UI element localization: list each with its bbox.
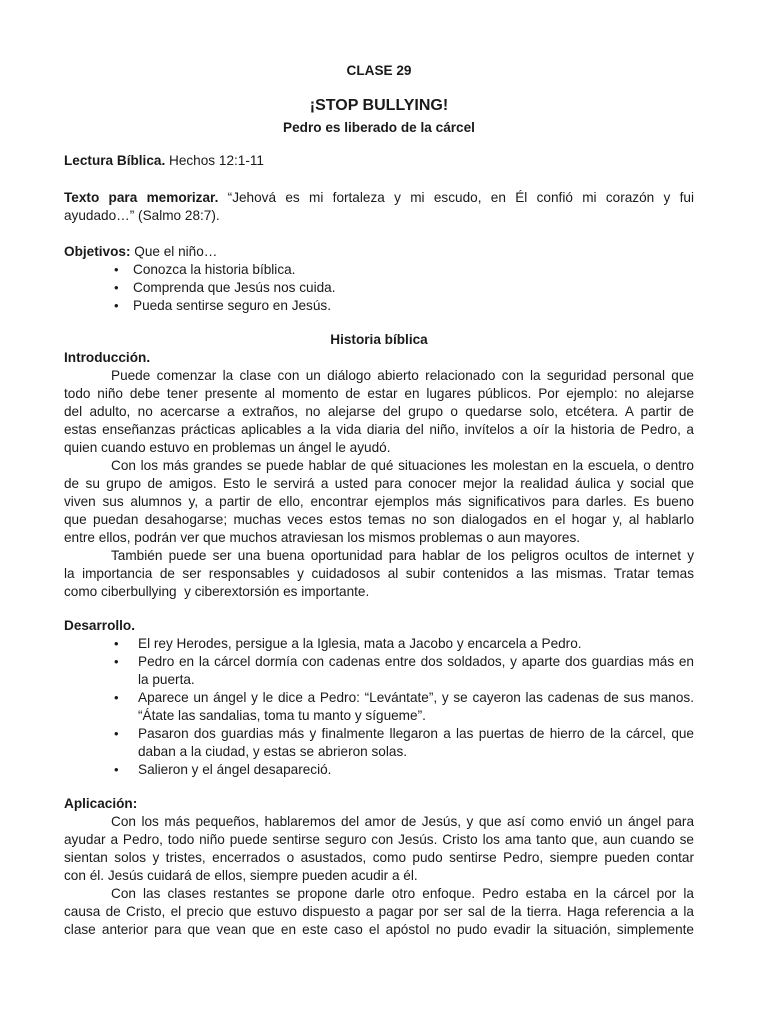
desarrollo-item: Pedro en la cárcel dormía con cadenas entre dos soldados, y aparte dos guardias más en [138,654,694,669]
desarrollo-item-cont: “Átate las sandalias, toma tu manto y sígueme”. [138,708,426,723]
bullet-icon: • [114,280,119,295]
aplicacion-line: Con las clases restantes se propone darle otro enfoque. Pedro estaba en la cárcel por la [111,886,694,901]
texto-line-2: ayudado…” (Salmo 28:7). [64,208,220,223]
intro-line: de su grupo de amigos. Esto le servirá a usted para conocer mejor la realidad áulica y social que [64,476,694,491]
aplicacion-heading: Aplicación: [64,796,138,811]
intro-line: que puedan desahogarse; muchas veces estos temas no son dialogados en el hogar y, al hablarlo [64,512,694,527]
intro-line: todo niño debe tener presente al momento de estar en lugares públicos. Por ejemplo: no alejarse [64,386,694,401]
historia-title: Historia bíblica [330,332,428,347]
intro-line: También puede ser una buena oportunidad para hablar de los peligros ocultos de internet y [111,548,694,563]
objetivos-line: Objetivos: Que el niño… [64,244,218,259]
lectura-line: Lectura Bíblica. Hechos 12:1-11 [64,153,264,168]
aplicacion-line: sientan solos y tristes, encerrados o asustados, como pudo sentirse Pedro, siempre pueden contar [64,850,694,865]
aplicacion-line: ayudar a Pedro, todo niño puede sentirse seguro con Jesús. Cristo los ama tanto que, aun cuando se [64,832,694,847]
intro-line: Puede comenzar la clase con un diálogo abierto relacionado con la seguridad personal que [111,368,694,383]
page-subtitle: Pedro es liberado de la cárcel [283,120,475,135]
class-label: CLASE 29 [346,63,412,78]
intro-line: viven sus alumnos y, a partir de ello, encontrar ejemplos más significativos para darles. Es bueno [64,494,694,509]
introduccion-heading: Introducción. [64,350,151,365]
bullet-icon: • [114,636,119,651]
desarrollo-item: Aparece un ángel y le dice a Pedro: “Levántate”, y se cayeron las cadenas de sus manos. [138,690,694,705]
bullet-icon: • [114,726,119,741]
bullet-icon: • [114,690,119,705]
texto-line-1: Texto para memorizar. “Jehová es mi fortaleza y mi escudo, en Él confió mi corazón y fui [64,190,694,205]
intro-line: la importancia de ser responsables y cuidadosos al subir contenidos a las mismas. Tratar temas [64,566,694,581]
aplicacion-line: clase anterior para que vean que en este caso el apóstol no pudo evadir la situación, simplemente [64,922,694,937]
intro-line: Con los más grandes se puede hablar de qué situaciones les molestan en la escuela, o dentro [111,458,694,473]
objetivo-item: Comprenda que Jesús nos cuida. [133,280,336,295]
bullet-icon: • [114,262,119,277]
desarrollo-item: El rey Herodes, persigue a la Iglesia, mata a Jacobo y encarcela a Pedro. [138,636,582,651]
aplicacion-line: Con los más pequeños, hablaremos del amor de Jesús, y que así como envió un ángel para [111,814,694,829]
intro-line: del adulto, no acercarse a extraños, no alejarse del grupo o quedarse solo, etcétera. A partir de [64,404,694,419]
desarrollo-item-cont: daban a la ciudad, y estas se abrieron solas. [138,744,408,759]
bullet-icon: • [114,298,119,313]
intro-line: como ciberbullying y ciberextorsión es importante. [64,584,370,599]
desarrollo-heading: Desarrollo. [64,618,136,633]
intro-line: entre ellos, podrán ver que muchos atraviesan los mismos problemas o aun mayores. [64,530,581,545]
aplicacion-line: con él. Jesús cuidará de ellos, siempre pueden acudir a él. [64,868,418,883]
bullet-icon: • [114,654,119,669]
objetivo-item: Pueda sentirse seguro en Jesús. [133,298,331,313]
bullet-icon: • [114,762,119,777]
objetivo-item: Conozca la historia bíblica. [133,262,296,277]
desarrollo-item-cont: la puerta. [138,672,195,687]
intro-line: quien cuando estuvo en problemas un ángel le ayudó. [64,440,391,455]
aplicacion-line: causa de Cristo, el precio que estuvo dispuesto a pagar por ser sal de la tierra. Haga referencia a la [64,904,694,919]
intro-line: estas enseñanzas prácticas aplicables a la vida diaria del niño, invítelos a oír la historia de Pedro, a [64,422,694,437]
desarrollo-item: Salieron y el ángel desapareció. [138,762,332,777]
desarrollo-item: Pasaron dos guardias más y finalmente llegaron a las puertas de hierro de la cárcel, que [138,726,694,741]
page-title: ¡STOP BULLYING! [309,97,449,114]
